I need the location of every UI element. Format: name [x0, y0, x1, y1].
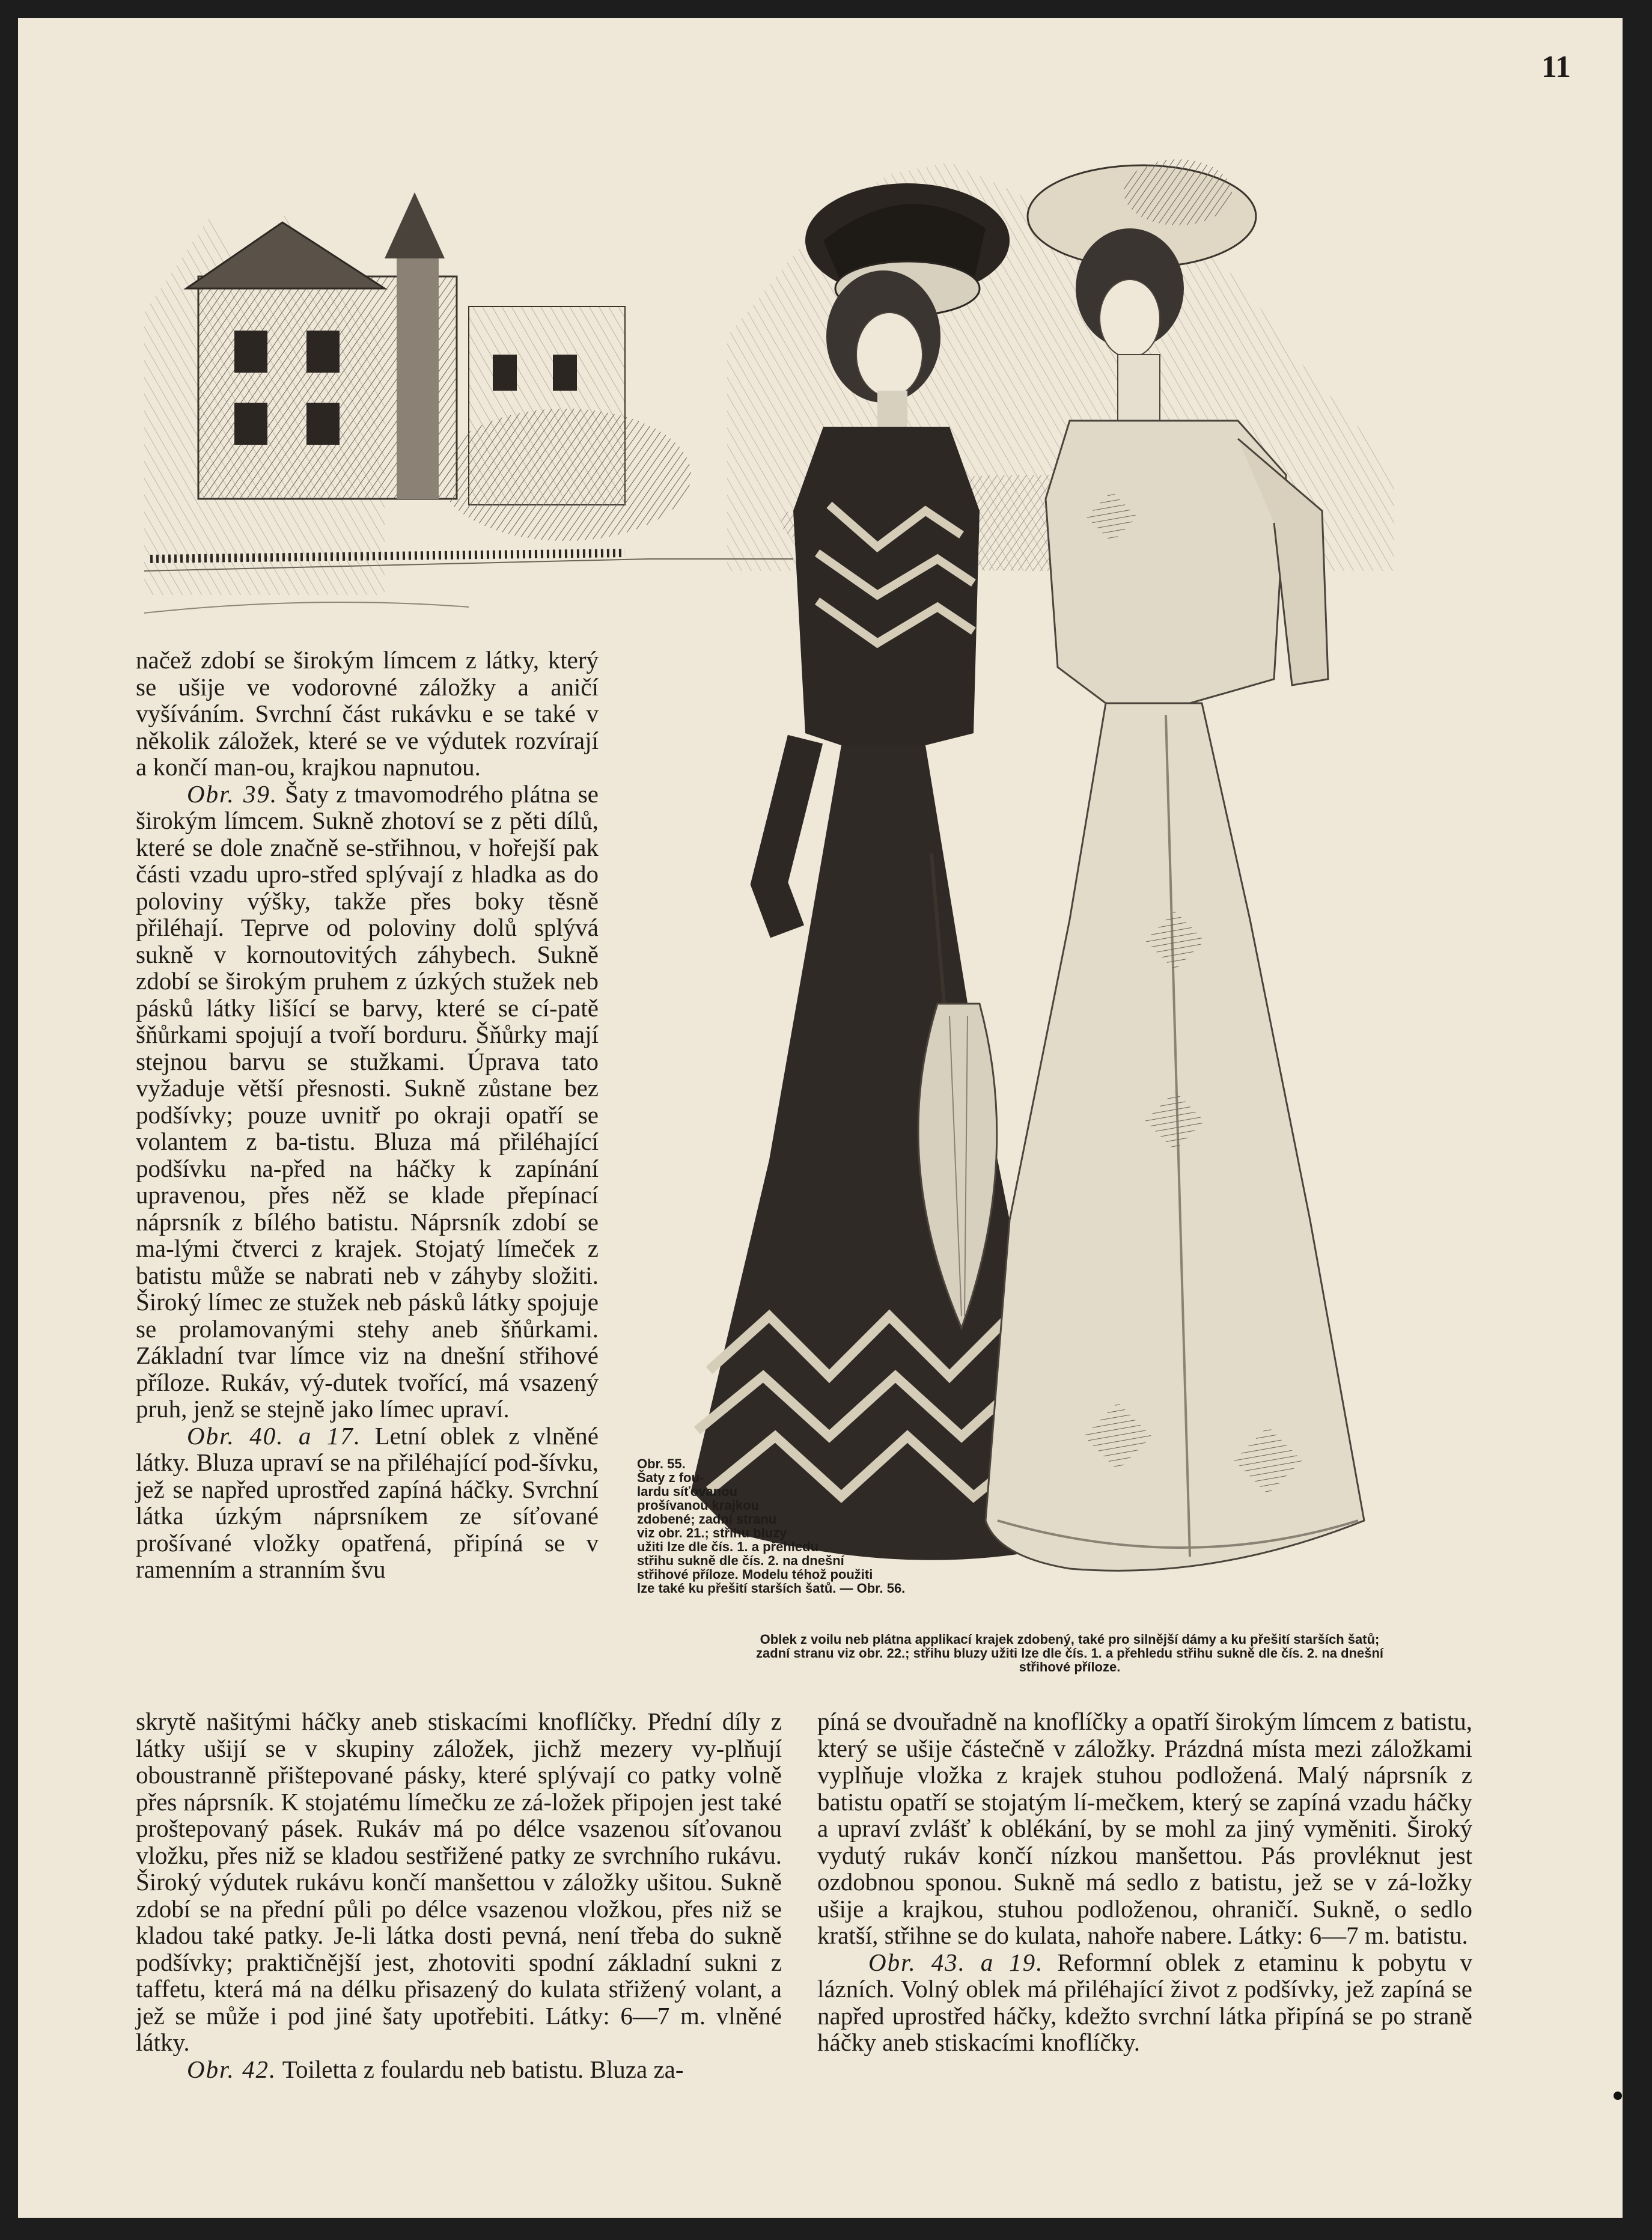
paragraph-text-40-a: Letní oblek z vlněné látky. Bluza upraví se na přiléhající pod-šívku, jež se napřed uprostřed zapíná háčky. Svrchní látka úzkým náprsníkem ze síťované prošívané vložky opatřená, připíná se v ramenním a stranním švu	[136, 1421, 599, 1583]
paragraph-obr-39	[136, 781, 599, 1423]
caption-line: lze také ku přešití starších šatů. — Obr. 56.	[637, 1581, 906, 1596]
caption-line: střihové příloze. Modelu téhož použiti	[637, 1567, 873, 1582]
caption-line: viz obr. 21.; střihu bluzy	[637, 1525, 787, 1540]
text-column-left	[136, 647, 599, 1583]
paragraph-obr-42	[136, 2056, 782, 2083]
paragraph-obr-40	[136, 1423, 599, 1583]
scan-mark	[1614, 2092, 1622, 2100]
caption-line: střihu sukně dle čís. 2. na dnešní	[637, 1553, 844, 1568]
paragraph-text-42-a: Toiletta z foulardu neb batistu. Bluza za-	[282, 2055, 684, 2083]
caption-line: střihové příloze.	[1019, 1659, 1121, 1674]
paragraph-intro: načež zdobí se širokým límcem z látky, který se ušije ve vodorovné záložky a aničí vyšíváním. Svrchní část rukávku e se také v několik záložek, které se ve výdutek rozvírají a končí man-ou, krajkou napnutou.	[136, 646, 599, 781]
figure-ref-39: Obr. 39.	[187, 780, 278, 808]
page-number: 11	[1541, 50, 1571, 84]
paragraph-obr-43	[817, 1949, 1472, 2056]
paragraph-text-42-b: píná se dvouřadně na knoflíčky a opatří širokým límcem z batistu, který se ušije částečně v záložky. Prázdná místa mezi záložkami vyplňuje vložka z krajek stuhou podložená. Malý náprsník z batistu opatří se stojatým lí-mečkem, který se zapíná vzadu háčky a upraví zvlášť k oblékání, by se mohl za jiný vyměniti. Široký vydutý rukáv končí nízkou manšettou. Pás provléknut jest ozdobnou sponou. Sukně má sedlo z batistu, jež se v zá-ložky ušije a krajkou, stuhou podloženou, ohraničí. Sukně, o sedlo kratší, střihne se do kulata, nahoře nabere. Látky: 6—7 m. batistu.	[817, 1707, 1472, 1949]
caption-line: užiti lze dle čís. 1. a přehledu	[637, 1539, 818, 1554]
caption-line: zdobené; zadní stranu	[637, 1512, 777, 1527]
caption-line: prošívanou krajkou	[637, 1498, 759, 1513]
text-column-bottom-right	[817, 1708, 1472, 2056]
paragraph-text-43: Reformní oblek z etaminu k pobytu v lázních. Volný oblek má přiléhající život z podšívky, jež zapíná se napřed uprostřed háčky, kdežto svrchní látka připíná se po straně háčky aneb stiskacími knoflíčky.	[817, 1948, 1472, 2056]
magazine-page	[18, 18, 1623, 2218]
text-column-bottom-left	[136, 1708, 782, 2083]
caption-line: zadní stranu viz obr. 22.; střihu bluzy užiti lze dle čís. 1. a přehledu střihu sukně dle čís. 2. na dnešní	[755, 1646, 1384, 1661]
caption-line: Oblek z voilu neb plátna applikací krajek zdobený, také pro silnější dámy a ku přešití starších šatů;	[760, 1632, 1380, 1647]
figure-ref-43: Obr. 43. a 19.	[868, 1948, 1044, 1976]
caption-line: Obr. 55.	[637, 1456, 686, 1471]
paragraph-text-40-b: skrytě našitými háčky aneb stiskacími knoflíčky. Přední díly z látky ušijí se v skupiny záložek, jichž mezery vy-plňují oboustranně přištepované pásky, které splývají co patky volně přes náprsník. K stojatému límečku ze zá-ložek připojen jest také proštepovaný pásek. Rukáv má po délce vsazenou síťovanou vložku, přes niž se kladou sestřižené patky ze svrchního rukávu. Široký výdutek rukávu končí manšettou v záložky ušitou. Sukně zdobí se na přední půli po délce vsazenou vložkou, přes niž se kladou také patky. Je-li látka dosti pevná, není třeba do sukně podšívky; praktičnější jest, zhotoviti spodní základní sukni z taffetu, která má na délku přisazený do kulata střižený volant, a jež se může i pod jiné šaty upotřebiti. Látky: 6—7 m. vlněné látky.	[136, 1707, 782, 2056]
caption-line: lardu síťovanou	[637, 1484, 738, 1499]
figure-caption-55	[637, 1457, 974, 1595]
figure-ref-40: Obr. 40. a 17.	[187, 1421, 362, 1450]
paragraph-text-39: Šaty z tmavomodrého plátna se širokým límcem. Sukně zhotoví se z pěti dílů, které se dole značně se-střihnou, v hořejší pak části vzadu upro-střed splývají z hladka as do poloviny výšky, takže přes boky těsně přiléhají. Teprve od poloviny dolů splývá sukně v kornoutovitých záhybech. Sukně zdobí se širokým pruhem z úzkých stužek neb pásků látky lišící se barvy, které se cí-patě šňůrkami spojují a tvoří borduru. Šňůrky mají stejnou barvu se stužkami. Úprava tato vyžaduje větší přesnosti. Sukně zůstane bez podšívky; pouze uvnitř po okraji opatří se volantem z ba-tistu. Bluza má přiléhající podšívku na-před na háčky k zapínání upravenou, přes něž se klade přepínací náprsník z bílého batistu. Náprsník zdobí se ma-lými čtverci z krajek. Stojatý límeček z batistu může se nabrati neb v záhyby složiti. Široký límec ze stužek neb pásků látky spojuje se prolamovanými stehy aneb šňůrkami. Základní tvar límce viz na dnešní střihové příloze. Rukáv, vý-dutek tvořící, má vsazený pruh, jenž se stejně jako límec upraví.	[136, 780, 599, 1423]
figure-caption-56	[637, 1632, 1502, 1674]
caption-line: Šaty z fou-	[637, 1470, 704, 1485]
figure-ref-42: Obr. 42.	[187, 2055, 277, 2083]
